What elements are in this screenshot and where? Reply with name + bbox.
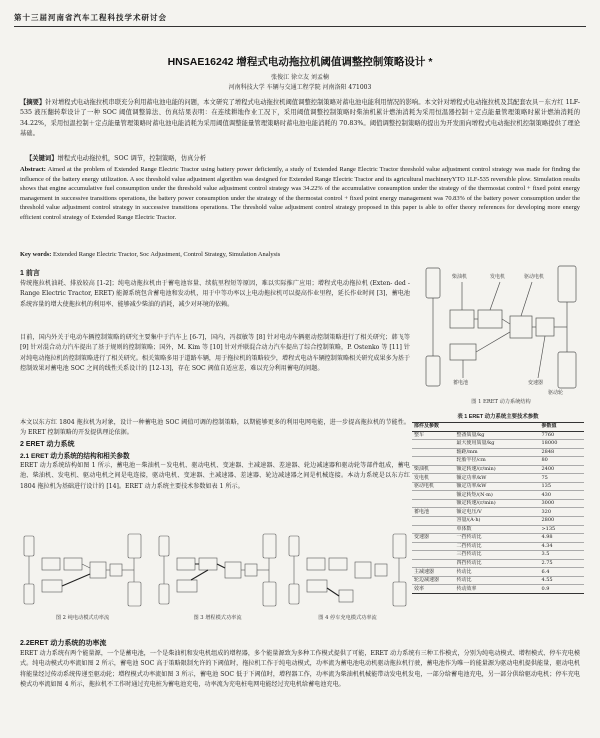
table-row [412, 491, 584, 500]
fig3-wheel-fr [159, 584, 169, 604]
fig2-wheel-fr [24, 584, 34, 604]
abstract-cn [20, 98, 580, 140]
table-row [412, 542, 584, 551]
fig2-gearbox [110, 564, 122, 576]
table-cell: 轮胎半径/cm [454, 457, 539, 466]
fig4-power-flow-arrow [327, 588, 339, 596]
table-cell: 额定功率/kW [454, 482, 539, 491]
table-cell: 单体数 [454, 525, 539, 534]
figure-3-diagram [155, 530, 280, 610]
subsection-heading-power-flow: 2.2ERET 动力系统的功率流 [20, 640, 107, 647]
fig1-wheel-rear-right [558, 352, 576, 388]
fig3-generator [199, 558, 217, 570]
fig2-motor [90, 562, 106, 578]
abstract-cn-label: 【摘要】 [20, 99, 46, 106]
fig4-battery [307, 580, 327, 592]
fig3-motor [225, 562, 241, 578]
table-row [412, 465, 584, 474]
fig2-wheel-rr [128, 582, 141, 606]
body-paragraph: ERET 动力系统有两个能量源，一个是蓄电池，一个是柴油机和发电机组成的增程器，多个能量源致为多种工作模式提供了可能，ERET 动力系统有三种工作模式，分别为纯电动模式、增程模式、停车充电模式。纯电动模式功率流如图 2 所示，蓄电池 SOC 高于策略限制允许的下阈值时，拖拉机工作于纯电动模式，功率流为蓄电池电动机驱动拖拉机行驶，蓄电池作为唯一的能量源为驱动电机提供能量，驱动电机将能量经过传动系统传递至驱动轮；增程模式功率流如图 3 所示，蓄电池 SOC 低于下阈值时，增程器工作，功率流为柴油机机械能带动发电机发电，一部分给蓄电池充电，另一部分供给驱动电机；停车充电模式功率流如图 4 所示，拖拉机不工作时通过充电桩为蓄电池充电，功率流为充电桩电网电能经过充电机给蓄电池充电。 [20, 650, 580, 689]
paper-title: HNSAE16242 增程式电动拖拉机阈值调整控制策略设计 * [167, 56, 433, 68]
author-list: 张俊江 徐立友 刘孟楠 [271, 74, 329, 81]
section-heading-introduction: 1 前言 [20, 270, 40, 277]
table-cell: 430 [539, 491, 584, 500]
fig4-wheel-rl [393, 534, 406, 558]
table-header-row [412, 423, 584, 432]
fig4-generator [329, 558, 347, 570]
table-cell: 容量/(A·h) [454, 517, 539, 526]
table-cell: 4.98 [539, 534, 584, 543]
table-cell: 3.5 [539, 551, 584, 560]
figure-1-caption: 图 1 ERET 动力系统结构 [471, 399, 531, 405]
table-cell: 轮边减速器 [412, 576, 454, 585]
subsection-heading-structure: 2.1 ERET 动力系统的结构和相关参数 [20, 453, 130, 460]
table-cell: 80 [539, 457, 584, 466]
figure-2-diagram [20, 530, 145, 610]
table-cell [412, 499, 454, 508]
table-header-cell: 参数值 [539, 423, 584, 432]
fig3-wheel-rl [263, 534, 276, 558]
fig1-battery-box [450, 344, 476, 360]
table-cell: 额定电压/V [454, 508, 539, 517]
fig1-generator-box [478, 310, 502, 328]
fig4-gearbox [375, 564, 387, 576]
fig1-motor-box [510, 316, 532, 338]
keywords-en-label: Key words: [20, 251, 52, 258]
table-cell [412, 525, 454, 534]
table-row [412, 508, 584, 517]
fig1-leader-3 [521, 282, 532, 316]
table-cell: 二挡传动比 [454, 542, 539, 551]
table-cell: 整备质量/kg [454, 431, 539, 440]
fig3-gearbox [245, 564, 257, 576]
table-cell: 额定转矩/(N·m) [454, 491, 539, 500]
keywords-cn [26, 153, 580, 162]
fig3-engine [177, 558, 195, 570]
figure-4-svg [285, 530, 410, 610]
fig4-motor [355, 562, 371, 578]
table-row [412, 576, 584, 585]
figure-2-caption: 图 2 纯电动模式功率流 [55, 615, 110, 621]
fig1-label-battery: 蓄电池 [453, 380, 469, 386]
table-cell: 7760 [539, 431, 584, 440]
fig1-leader-5 [538, 336, 545, 378]
fig1-label-engine: 柴油机 [452, 274, 468, 280]
figure-4-caption: 图 4 停车充电模式功率流 [318, 615, 377, 621]
table-cell [412, 551, 454, 560]
table-cell: 额定转速/(r/min) [454, 499, 539, 508]
table-cell: 四挡传动比 [454, 559, 539, 568]
table-cell: 2848 [539, 448, 584, 457]
table-cell: 驱动电机 [412, 482, 454, 491]
table-cell: 320 [539, 508, 584, 517]
table-row [412, 457, 584, 466]
figure-3-svg [155, 530, 280, 610]
keywords-en [20, 250, 580, 260]
table-cell: 主减速器 [412, 568, 454, 577]
fig4-wheel-fr [289, 584, 299, 604]
table-cell: 发电机 [412, 474, 454, 483]
table-cell: 135 [539, 482, 584, 491]
figure-1-svg [420, 260, 582, 398]
fig4-wheel-fl [289, 536, 299, 556]
table-cell: 4.55 [539, 576, 584, 585]
table-cell [412, 448, 454, 457]
table-cell: 传动比 [454, 576, 539, 585]
table-cell: >135 [539, 525, 584, 534]
fig2-wheel-rl [128, 534, 141, 558]
table-row [412, 534, 584, 543]
keywords-en-text: Extended Range Electric Tractor, Soc Adjustment, Control Strategy, Simulation Analysis [53, 251, 281, 258]
table-row [412, 559, 584, 568]
table-cell: 2.75 [539, 559, 584, 568]
table-row [412, 525, 584, 534]
table-cell: 轴距/mm [454, 448, 539, 457]
fig1-wheel-front-left [426, 268, 440, 298]
table-cell: 三挡传动比 [454, 551, 539, 560]
table-cell [412, 457, 454, 466]
fig4-engine [307, 558, 325, 570]
fig2-engine [42, 558, 60, 570]
abstract-en-text: Aimed at the problem of Extended Range Electric Tractor using battery power deficiently, a study of Extended Range Electric Tractor threshold value adjustment control strategy was made for finding the influence of the battery energy utilization. A soc threshold value adjustment algorithm was designed for Extended Range Electric Tractor and its agricultural machineryYTO 1LF-535 reversible plow. Simulation results shows that engine accumulative fuel consumption under the threshold value adjustment control strategy was 34.22% of the accumulative consumption under the strategy of the thermostat control + fixed point energy management in successive transitions operations, the battery power consumption under the strategy of the thermostat control + fixed point energy management was 70.83% of the battery power consumption under the threshold value adjustment control strategy in successive transitions operations. The threshold value adjustment control strategy proposed in this paper is able to offer theory references for developing more energy efficient control strategy of Extended Range Electric Tractor. [20, 166, 581, 221]
fig1-label-wheel: 驱动轮 [548, 390, 564, 396]
table-cell: 3000 [539, 499, 584, 508]
header-rule [14, 26, 586, 27]
table-row [412, 517, 584, 526]
figure-3-caption: 图 3 增程模式功率流 [193, 615, 242, 621]
table-cell: 最大使用质量/kg [454, 440, 539, 449]
fig2-link-1 [82, 564, 90, 568]
table-row [412, 474, 584, 483]
table-cell [412, 559, 454, 568]
table-cell: 额定功率/kW [454, 474, 539, 483]
keywords-cn-label: 【关键词】 [26, 155, 58, 162]
abstract-en [20, 165, 580, 223]
keywords-cn-text: 增程式电动拖拉机，SOC 调节，控制策略，仿真分析 [57, 155, 207, 162]
fig1-label-generator: 发电机 [490, 274, 506, 280]
table-cell: 传动比 [454, 568, 539, 577]
table-row [412, 568, 584, 577]
table-cell [412, 440, 454, 449]
fig2-wheel-fl [24, 536, 34, 556]
figure-4-diagram [285, 530, 410, 610]
body-paragraph: 传统拖拉机油耗、排放较高 [1-2]；纯电动拖拉机由于蓄电池容量、续航里程短等原因，难以实际推广应用；增程式电动拖拉机 (Exten- ded -Range Electric Tractor, ERET) 能源系统包含蓄电池和发动机，用于中等功率以上电动拖拉机可以提高作业里程，延长作业时间 [3]，蓄电池系统容量的增大使拖拉机的利用率、能够减少柴油的消耗，减少对环境的依赖。 [20, 280, 410, 308]
fig4-wheel-rr [393, 582, 406, 606]
table-row [412, 499, 584, 508]
figure-1-diagram [420, 260, 582, 405]
fig3-wheel-rr [263, 582, 276, 606]
table-cell: 6.4 [539, 568, 584, 577]
fig3-battery [177, 580, 197, 592]
table-cell: 额定转速/(r/min) [454, 465, 539, 474]
fig1-label-gearbox: 变速器 [528, 380, 544, 386]
running-header: 第十三届河南省汽车工程科技学术研讨会 [14, 13, 167, 22]
body-paragraph: 本文以东方红 1804 拖拉机为对象，设计一种蓄电池 SOC 阈值可调的控制策略，以期能够更多的利用电网电能，进一步提高拖拉机的节能性。为 ERET 控制策略的开发提供理论依据。 [20, 419, 410, 437]
table-cell: 整车 [412, 431, 454, 440]
table-row [412, 551, 584, 560]
fig4-charger [339, 590, 353, 602]
table-cell: 2400 [539, 465, 584, 474]
table-row [412, 431, 584, 440]
table-cell [412, 517, 454, 526]
table-row [412, 440, 584, 449]
table-cell: 75 [539, 474, 584, 483]
body-paragraph: ERET 动力系统结构如图 1 所示，蓄电池－柴油机－发电机、驱动电机、变速器、主减速器、差速器、轮边减速器和驱动轮等部件组成，蓄电池、柴油机、发电机、驱动电机之间是电连接，驱动电机、变速器、主减速器、差速器、轮边减速器之间是机械连接。本动力系统是以东方红 1804 拖拉机为基础进行设计的 [14]。ERET 动力系统主要技术参数如表 1 所示。 [20, 462, 410, 490]
fig3-wheel-fl [159, 536, 169, 556]
table-header-cell [454, 423, 539, 432]
table-row [412, 448, 584, 457]
fig2-battery [42, 580, 62, 592]
table-1-parameters [412, 422, 584, 594]
table-1-caption: 表 1 ERET 动力系统主要技术参数 [457, 414, 539, 420]
fig1-label-motor: 驱动电机 [524, 274, 545, 280]
table-cell [412, 542, 454, 551]
fig3-power-flow-arrow-a [195, 564, 225, 568]
section-heading-powertrain: 2 ERET 动力系统 [20, 441, 75, 448]
fig2-power-flow-arrow [62, 574, 90, 586]
table-header-cell: 部件及参数 [412, 423, 454, 432]
fig3-power-flow-arrow-b [191, 570, 208, 580]
abstract-cn-text: 针对增程式电动拖拉机串联充分利用蓄电池电能的问题，本文研究了增程式电动拖拉机阈值调整控制策略对蓄电池电能利用情况的影响。本文针对增程式电动拖拉机及其配套农具－东方红 1LF-535 液压翻转犁设计了一种 SOC 阈值调整算法、仿真结果表明：在连续耕地作业工况下，采用阈值调整控制策略时柴油机累计燃油消耗为采用恒温器控制＋定点能量管理策略时累计燃油消耗的 34.22%，采用恒温控制＋定点能量管理策略时蓄电池电能消耗为采用阈值调整能量管理策略时蓄电池电能消耗的 70.83%。阈值调整控制策略的提出为开发面向增程式电动拖拉机控制策略提供了理论基础。 [20, 99, 581, 138]
fig2-generator [64, 558, 82, 570]
fig1-link-gen-motor [502, 319, 510, 324]
table-cell: 蓄电池 [412, 508, 454, 517]
table-cell: 18000 [539, 440, 584, 449]
fig1-wheel-front-right [426, 356, 440, 386]
body-paragraph: 目前，国内外关于电动车辆控制策略的研究主要集中于汽车上 [6-7]，国内，冯叔敏等 [8] 针对电动车辆驱动控制策略进行了相关研究；韩飞等 [9] 针对混合动力汽车提出了基于规则的控制策略；国外，M. Kim 等 [10] 针对并联混合动力汽车提出了综合控制策略，P. Ostenko 等 [11] 针对纯电动拖拉机的控制策略进行了相关研究。相关策略多用于道路车辆，用于拖拉机的策略较少，增程式电动车辆控制策略相关研究成果多为基于控制效果对蓄电池 SOC 之间的线性关系设计的 [12-13]，存在 SOC 阈值自适应差，难以充分利用蓄电的问题。 [20, 334, 410, 373]
table-cell: 变速器 [412, 534, 454, 543]
affiliation: 河南科技大学 车辆与交通工程学院 河南洛阳 471003 [228, 84, 372, 91]
fig1-gearbox-box [536, 318, 554, 336]
table-row [412, 482, 584, 491]
fig1-link-battery-motor [476, 332, 510, 352]
abstract-en-label: Abstract: [20, 166, 46, 173]
table-cell: 一挡传动比 [454, 534, 539, 543]
table-cell: 效率 [412, 585, 454, 594]
table-cell: 柴油机 [412, 465, 454, 474]
figure-2-svg [20, 530, 145, 610]
fig1-leader-2 [490, 282, 500, 310]
fig1-engine-box [450, 310, 474, 328]
table-cell: 传动效率 [454, 585, 539, 594]
table-cell: 0.9 [539, 585, 584, 594]
fig1-wheel-rear-left [558, 266, 576, 302]
table-cell: 4.34 [539, 542, 584, 551]
table-cell [412, 491, 454, 500]
table-row [412, 585, 584, 594]
table-cell: 2800 [539, 517, 584, 526]
